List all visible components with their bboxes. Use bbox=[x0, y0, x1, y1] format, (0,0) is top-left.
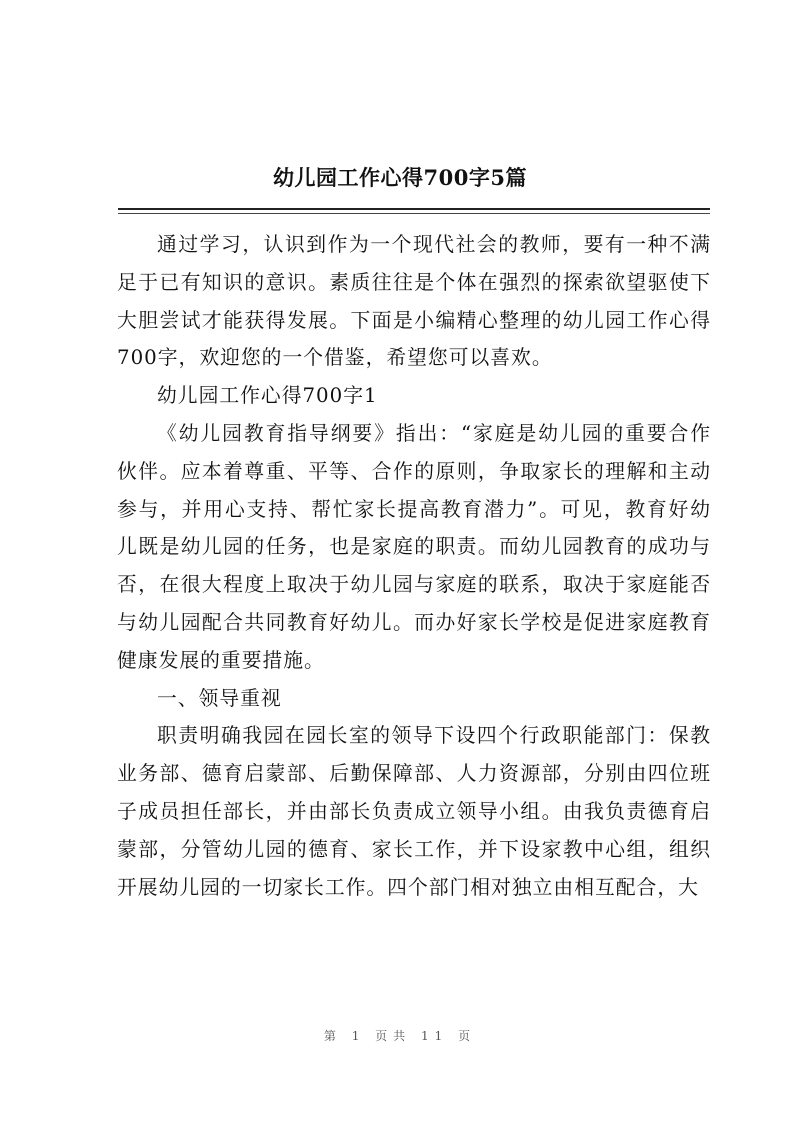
document-body bbox=[117, 226, 711, 906]
text-line: 儿既是幼儿园的任务，也是家庭的职责。而幼儿园教育的成功与 bbox=[117, 535, 711, 559]
text-line: 健康发展的重要措施。 bbox=[117, 648, 325, 672]
text-line: 职责明确我园在园长室的领导下设四个行政职能部门：保教 bbox=[157, 724, 711, 748]
text-line: 否，在很大程度上取决于幼儿园与家庭的联系，取决于家庭能否 bbox=[117, 573, 711, 597]
body-paragraph bbox=[117, 415, 711, 680]
text-line: 足于已有知识的意识。素质往往是个体在强烈的探索欲望驱使下 bbox=[117, 270, 711, 294]
body-paragraph bbox=[117, 226, 711, 377]
title-divider bbox=[118, 208, 710, 210]
body-paragraph bbox=[117, 717, 711, 906]
text-line: 《幼儿园教育指导纲要》指出：“家庭是幼儿园的重要合作 bbox=[157, 421, 711, 445]
title-divider-thin bbox=[118, 213, 710, 214]
text-line: 业务部、德育启蒙部、后勤保障部、人力资源部，分别由四位班 bbox=[117, 762, 711, 786]
text-line: 一、领导重视 bbox=[157, 686, 282, 710]
text-line: 参与，并用心支持、帮忙家长提高教育潜力”。可见，教育好幼 bbox=[117, 497, 711, 521]
page-footer: 第 1 页共 11 页 bbox=[323, 1029, 477, 1043]
document-title: 幼儿园工作心得700字5篇 bbox=[273, 165, 527, 190]
text-line: 幼儿园工作心得700字1 bbox=[157, 384, 378, 408]
text-line: 通过学习，认识到作为一个现代社会的教师，要有一种不满 bbox=[157, 233, 711, 256]
text-line: 700字，欢迎您的一个借鉴，希望您可以喜欢。 bbox=[117, 346, 553, 370]
body-paragraph bbox=[117, 680, 711, 718]
body-paragraph bbox=[117, 377, 711, 415]
text-line: 子成员担任部长，并由部长负责成立领导小组。由我负责德育启 bbox=[117, 799, 711, 823]
text-line: 大胆尝试才能获得发展。下面是小编精心整理的幼儿园工作心得 bbox=[117, 308, 711, 332]
text-line: 伙伴。应本着尊重、平等、合作的原则，争取家长的理解和主动 bbox=[117, 459, 711, 483]
text-line: 蒙部，分管幼儿园的德育、家长工作，并下设家教中心组，组织 bbox=[117, 837, 711, 861]
text-line: 与幼儿园配合共同教育好幼儿。而办好家长学校是促进家庭教育 bbox=[117, 610, 711, 634]
text-line: 开展幼儿园的一切家长工作。四个部门相对独立由相互配合，大 bbox=[117, 875, 699, 899]
